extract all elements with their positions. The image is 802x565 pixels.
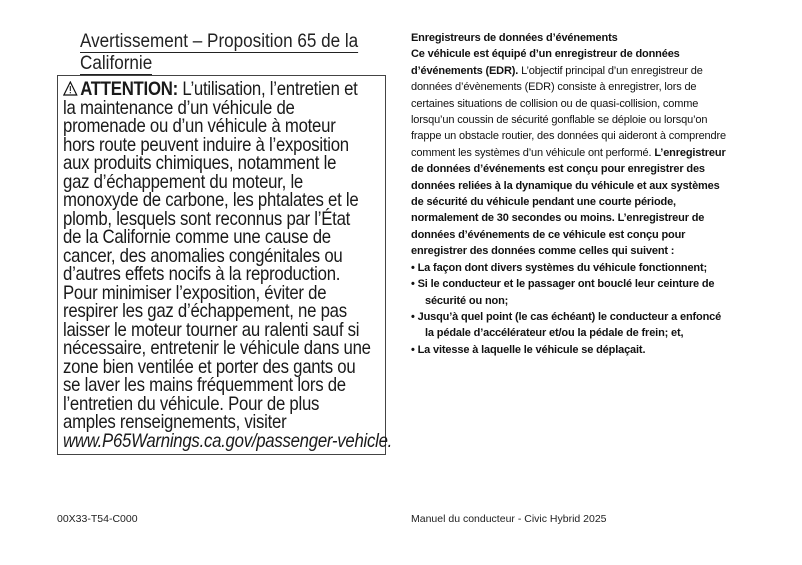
warning-line-text: nécessaire, entretenir le véhicule dans une [63, 337, 371, 359]
warning-line-text: L’utilisation, l’entretien et [177, 78, 358, 100]
text-line [411, 79, 726, 95]
body-text: certaines situations de collision ou de quasi-collision, comme [411, 97, 699, 110]
document-code: 00X33-T54-C000 [57, 513, 138, 525]
bold-text: d’événements (EDR). [411, 64, 519, 77]
text-line [411, 63, 726, 79]
text-line [411, 112, 726, 128]
bold-text: • Jusqu’à quel point (le cas échéant) le conducteur a enfoncé [411, 310, 722, 323]
text-line [411, 243, 726, 259]
attention-label: ATTENTION: [80, 78, 178, 100]
edr-section [411, 30, 726, 358]
text-line [411, 227, 726, 243]
warning-line-text: Pour minimiser l’exposition, éviter de [63, 281, 327, 304]
text-line [411, 342, 726, 358]
text-line [411, 96, 726, 112]
warning-line-text: respirer les gaz d’échappement, ne pas [63, 300, 347, 322]
bold-text: sécurité ou non; [425, 294, 509, 307]
title-line: Californie [80, 53, 153, 74]
warning-line-text: l’entretien du véhicule. Pour de plus [63, 392, 320, 415]
warning-line-text: gaz d’échappement du moteur, le [63, 170, 303, 193]
warning-line-text: hors route peuvent induire à l’exposition [63, 133, 349, 156]
text-line [411, 128, 726, 144]
title-line: Avertissement – Proposition 65 de la [80, 31, 359, 52]
warning-line-text: zone bien ventilée et porter des gants ou [63, 355, 356, 378]
text-line [411, 194, 726, 210]
warning-line-text: aux produits chimiques, notamment le [63, 152, 337, 174]
section-heading [411, 30, 726, 46]
body-text: lorsqu’un coussin de sécurité gonflable se déploie ou lorsqu’on [411, 114, 708, 127]
bold-text: L’enregistreur [654, 146, 726, 159]
warning-line-text: de la Californie comme une cause de [63, 226, 331, 248]
section-title [80, 31, 389, 75]
text-line [411, 325, 726, 341]
text-line [411, 178, 726, 194]
bold-text: normalement de 30 secondes ou moins. L’enregistreur de [411, 212, 705, 225]
warning-line [63, 429, 393, 452]
bold-text: • La vitesse à laquelle le véhicule se déplaçait. [411, 343, 646, 356]
warning-line-text: cancer, des anomalies congénitales ou [63, 244, 343, 267]
text-line [411, 210, 726, 226]
manual-title: Manuel du conducteur - Civic Hybrid 2025 [411, 513, 607, 525]
bold-text: de données d’événements est conçu pour enregistrer des [411, 163, 705, 176]
bold-text: Enregistreurs de données d’événements [411, 32, 618, 44]
bold-text: • La façon dont divers systèmes du véhicule fonctionnent; [411, 261, 708, 274]
body-text: comment les systèmes d’un véhicule ont performé. [411, 146, 655, 159]
bold-text: • Si le conducteur et le passager ont bouclé leur ceinture de [411, 278, 715, 291]
body-text: frappe un obstacle routier, des données qui aideront à comprendre [411, 130, 726, 143]
text-line [411, 276, 726, 292]
warning-line-text: monoxyde de carbone, les phtalates et le [63, 189, 359, 211]
text-line [411, 46, 726, 62]
text-line [411, 309, 726, 325]
bold-text: de sécurité du véhicule pendant une courte période, [411, 196, 676, 209]
warning-line-text: laisser le moteur tourner au ralenti sauf si [63, 318, 360, 341]
bold-text: enregistrer des données comme celles qui suivent : [411, 245, 675, 258]
warning-line-text: se laver les mains fréquemment lors de [63, 374, 346, 396]
text-line [411, 260, 726, 276]
bold-text: Ce véhicule est équipé d’un enregistreur de données [411, 48, 680, 61]
warning-line-text: d’autres effets nocifs à la reproduction. [63, 263, 341, 285]
bold-text: données reliées à la dynamique du véhicule et aux systèmes [411, 179, 720, 192]
warning-line-text: la maintenance d’un véhicule de [63, 96, 295, 119]
warning-line-text: promenade ou d’un véhicule à moteur [63, 115, 336, 137]
warning-line-text: amples renseignements, visiter [63, 411, 287, 433]
warning-text [63, 80, 446, 450]
bold-text: données d’événements de ce véhicule est conçu pour [411, 228, 686, 241]
bold-text: la pédale d’accélérateur et/ou la pédale de frein; et, [425, 327, 684, 340]
body-text: données d’évènements (EDR) consiste à enregistrer, lors de [411, 81, 697, 94]
p65-url-link[interactable]: www.P65Warnings.ca.gov/passenger-vehicle. [63, 429, 393, 452]
warning-line-text: plomb, lesquels sont reconnus par l’État [63, 207, 351, 230]
text-line [411, 145, 726, 161]
body-text: L’objectif principal d’un enregistreur de [518, 64, 703, 77]
text-line [411, 293, 726, 309]
text-line [411, 161, 726, 177]
